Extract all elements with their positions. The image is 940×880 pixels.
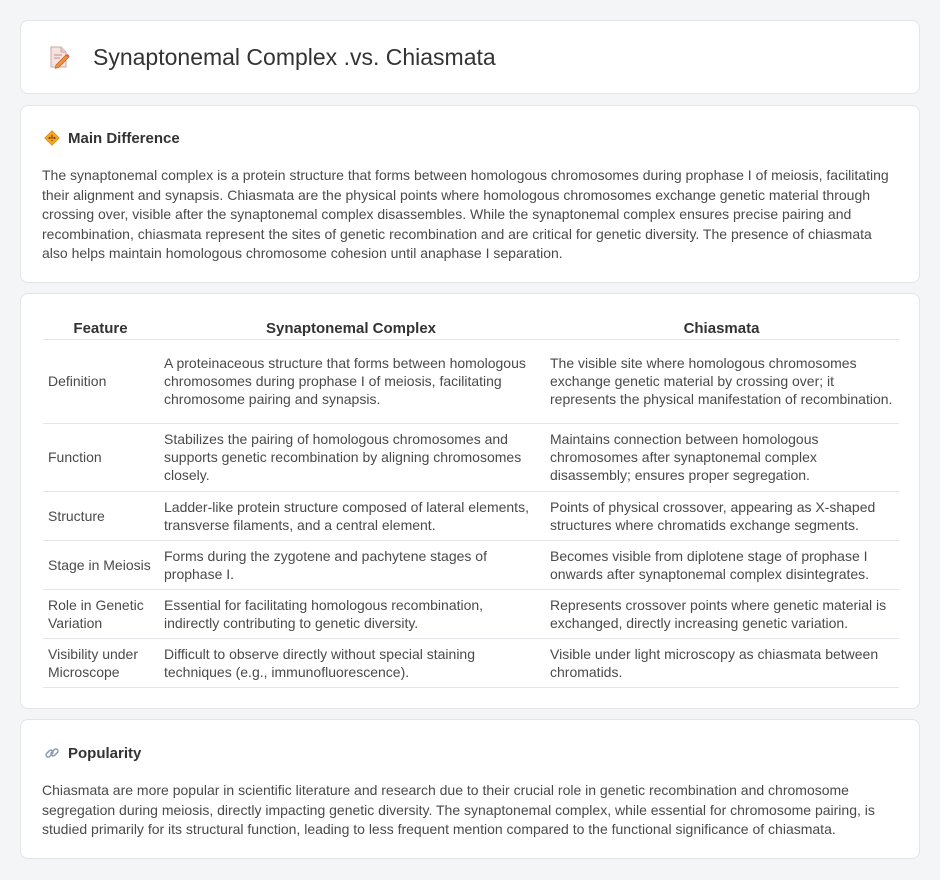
table-row (43, 540, 899, 589)
synaptonemal-cell: Difficult to observe directly without special staining techniques (e.g., immunofluorescence). (158, 638, 544, 687)
chiasmata-cell: Maintains connection between homologous chromosomes after synaptonemal complex disassembly; ensures proper segregation. (544, 423, 899, 491)
header-synaptonemal: Synaptonemal Complex (158, 315, 544, 339)
table-row (43, 339, 899, 423)
diamond-warning-icon (44, 130, 60, 146)
synaptonemal-cell: A proteinaceous structure that forms between homologous chromosomes during prophase I of meiosis, facilitating chromosome pairing and synapsis. (158, 339, 544, 423)
table-row (43, 423, 899, 491)
page-title: Synaptonemal Complex .vs. Chiasmata (93, 43, 496, 70)
feature-cell: Visibility under Microscope (43, 638, 158, 687)
table-row (43, 638, 899, 687)
chiasmata-cell: Becomes visible from diplotene stage of prophase I onwards after synaptonemal complex disintegrates. (544, 540, 899, 589)
feature-cell: Role in Genetic Variation (43, 589, 158, 638)
popularity-card (20, 719, 920, 859)
main-difference-title: Main Difference (68, 129, 180, 147)
feature-cell: Stage in Meiosis (43, 540, 158, 589)
chiasmata-cell: Represents crossover points where genetic material is exchanged, directly increasing genetic variation. (544, 589, 899, 638)
feature-cell: Definition (43, 339, 158, 423)
synaptonemal-cell: Ladder-like protein structure composed of lateral elements, transverse filaments, and a central element. (158, 491, 544, 540)
table-row (43, 589, 899, 638)
popularity-title: Popularity (68, 744, 142, 762)
main-difference-text: The synaptonemal complex is a protein structure that forms between homologous chromosomes during prophase I of meiosis, facilitating their alignment and synapsis. Chiasmata are the physical points where homologous chromosomes exchange genetic material through crossing over, visible after the synaptonemal complex disassembles. While the synaptonemal complex ensures precise pairing and recombination, chiasmata represent the sites of genetic recombination and are critical for genetic diversity. The presence of chiasmata also helps maintain homologous chromosome cohesion until anaphase I separation. (42, 167, 889, 262)
comparison-table (43, 315, 899, 688)
main-difference-card (20, 105, 920, 283)
chiasmata-cell: Points of physical crossover, appearing as X-shaped structures where chromatids exchange segments. (544, 491, 899, 540)
header-chiasmata: Chiasmata (544, 315, 899, 339)
link-icon (44, 745, 60, 761)
feature-cell: Function (43, 423, 158, 491)
header-feature: Feature (43, 315, 158, 339)
main-difference-heading (42, 128, 899, 148)
comparison-table-card (20, 293, 920, 709)
header-card (20, 20, 920, 94)
chiasmata-cell: Visible under light microscopy as chiasmata between chromatids. (544, 638, 899, 687)
popularity-text: Chiasmata are more popular in scientific literature and research due to their crucial role in genetic recombination and chromosome segregation during meiosis, directly impacting genetic diversity. The synaptonemal complex, while essential for chromosome pairing, is studied primarily for its structural function, leading to less frequent mention compared to the functional significance of chiasmata. (42, 782, 875, 838)
document-edit-icon (47, 45, 71, 69)
chiasmata-cell: The visible site where homologous chromosomes exchange genetic material by crossing over; it represents the physical manifestation of recombination. (544, 339, 899, 423)
synaptonemal-cell: Essential for facilitating homologous recombination, indirectly contributing to genetic diversity. (158, 589, 544, 638)
synaptonemal-cell: Stabilizes the pairing of homologous chromosomes and supports genetic recombination by aligning chromosomes closely. (158, 423, 544, 491)
popularity-heading (42, 743, 899, 763)
synaptonemal-cell: Forms during the zygotene and pachytene stages of prophase I. (158, 540, 544, 589)
table-row (43, 491, 899, 540)
table-header-row (43, 315, 899, 339)
feature-cell: Structure (43, 491, 158, 540)
